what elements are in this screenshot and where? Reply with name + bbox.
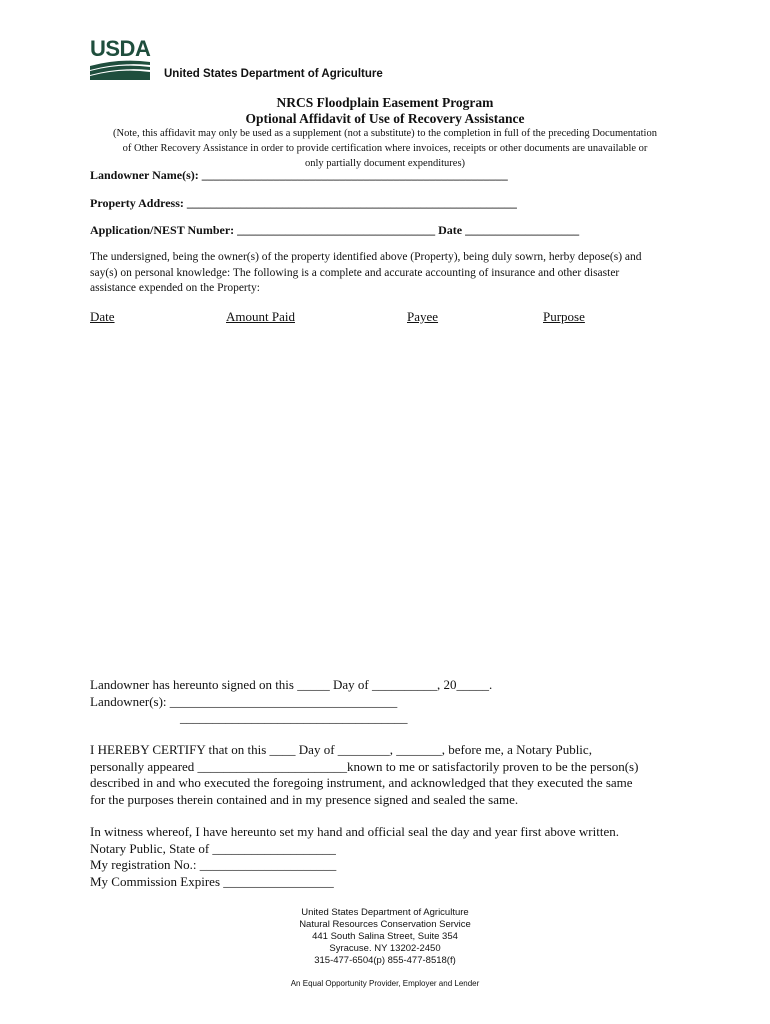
column-header-amount-paid: Amount Paid — [226, 309, 295, 324]
certify-line: described in and who executed the foregoing instrument, and acknowledged that they executed the same — [90, 775, 633, 790]
commission-expires-field[interactable]: My Commission Expires _________________ — [90, 873, 334, 889]
landowner-signature-block — [90, 677, 710, 727]
column-header-payee: Payee — [407, 309, 439, 324]
certify-line[interactable]: personally appeared _______________________known to me or satisfactorily proven to be the person(s) — [90, 758, 639, 774]
document-title: NRCS Floodplain Easement Program — [276, 95, 494, 110]
footer-line: Syracuse. NY 13202-2450 — [329, 943, 441, 954]
logo-field-icon — [90, 58, 150, 80]
footer-line: United States Department of Agriculture — [301, 907, 469, 918]
statement-line: assistance expended on the Property: — [90, 282, 260, 294]
note-line: (Note, this affidavit may only be used as a supplement (not a substitute) to the completion in full of the preceding Documentation — [113, 128, 657, 139]
witness-statement: In witness whereof, I have hereunto set my hand and official seal the day and year first above written. — [90, 824, 619, 839]
notary-certification — [90, 742, 710, 808]
document-subtitle: Optional Affidavit of Use of Recovery Assistance — [245, 111, 525, 126]
footer-line: Natural Resources Conservation Service — [299, 919, 471, 930]
landowner-signature-line[interactable]: Landowner(s): ___________________________________ — [90, 693, 398, 709]
footer-line: 315-477-6504(p) 855-477-8518(f) — [314, 955, 456, 966]
logo-department-name: United States Department of Agriculture — [164, 68, 383, 80]
certify-line: for the purposes therein contained and in my presence signed and sealed the same. — [90, 791, 519, 807]
usage-note — [85, 126, 685, 171]
note-line: only partially document expenditures) — [304, 158, 466, 169]
witness-block — [90, 824, 710, 890]
application-number-date-field[interactable]: Application/NEST Number: _________________________________ Date ___________________ — [90, 223, 580, 237]
certify-line[interactable]: I HEREBY CERTIFY that on this ____ Day of ________, _______, before me, a Notary Public, — [90, 742, 592, 757]
landowner-signature-line-2[interactable]: ___________________________________ — [180, 710, 408, 725]
notary-state-field[interactable]: Notary Public, State of ___________________ — [90, 840, 336, 856]
note-line: of Other Recovery Assistance in order to provide certification where invoices, receipts or other documents are unavailable or — [122, 143, 648, 154]
sworn-statement — [90, 250, 700, 297]
landowner-name-field[interactable]: Landowner Name(s): ___________________________________________________ — [90, 168, 508, 182]
column-header-date: Date — [90, 309, 115, 324]
usda-logo — [90, 36, 383, 86]
column-header-purpose: Purpose — [543, 309, 585, 324]
statement-line: The undersigned, being the owner(s) of the property identified above (Property), being duly sowrn, herby depose(s) and — [90, 251, 642, 263]
registration-number-field[interactable]: My registration No.: _____________________ — [90, 857, 337, 872]
footer-line: 441 South Salina Street, Suite 354 — [312, 931, 458, 942]
footer-address — [0, 907, 770, 967]
logo-usda-text: USDA — [90, 36, 151, 61]
property-address-field[interactable]: Property Address: _______________________________________________________ — [90, 196, 517, 210]
equal-opportunity-statement: An Equal Opportunity Provider, Employer and Lender — [290, 979, 480, 988]
signed-date-line[interactable]: Landowner has hereunto signed on this _____ Day of __________, 20_____. — [90, 677, 493, 692]
statement-line: say(s) on personal knowledge: The following is a complete and accurate accounting of insurance and other disaster — [90, 266, 620, 279]
